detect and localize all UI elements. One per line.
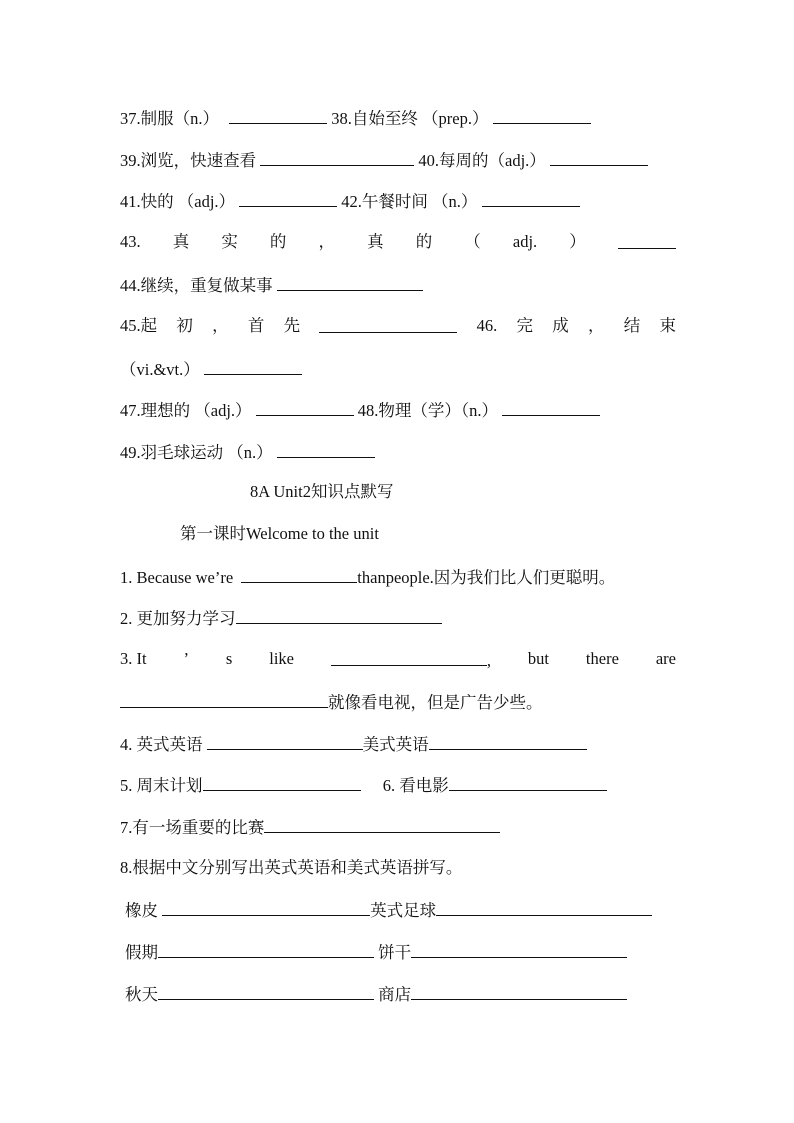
item-43-token: 真 xyxy=(367,232,384,251)
item-40-label: 40.每周的（adj.） xyxy=(418,151,546,170)
question-3-token: like xyxy=(269,649,294,668)
answer-blank-48[interactable] xyxy=(502,398,600,416)
question-3-token: there xyxy=(585,649,619,668)
question-1-text-a: 1. Because we’re xyxy=(120,568,234,587)
item-43-token: 实 xyxy=(221,232,238,251)
item-43-token: adj. xyxy=(512,232,538,251)
word-label: 英式足球 xyxy=(370,901,437,920)
item-43-token: ， xyxy=(318,232,335,251)
item-42-label: 42.午餐时间 （n.） xyxy=(341,192,478,211)
item-row-41-42 xyxy=(120,189,580,213)
question-3 xyxy=(120,648,676,672)
question-3-token: are xyxy=(655,649,676,668)
answer-blank-45[interactable] xyxy=(319,315,457,333)
question-6-text: 6. 看电影 xyxy=(382,776,449,795)
word-label: 秋天 xyxy=(125,985,158,1004)
lesson-title: 第一课时Welcome to the unit xyxy=(180,524,379,543)
item-44-label: 44.继续，重复做某事 xyxy=(120,276,273,295)
answer-blank-q4a[interactable] xyxy=(207,732,363,750)
question-1 xyxy=(120,565,615,589)
answer-blank-q4b[interactable] xyxy=(429,732,587,750)
answer-blank-q8-6[interactable] xyxy=(411,982,627,1000)
answer-blank-q2[interactable] xyxy=(236,606,442,624)
section-title: 8A Unit2知识点默写 xyxy=(250,482,394,501)
item-48-label: 48.物理（学）（n.） xyxy=(357,401,499,420)
question-8-row-2 xyxy=(125,940,627,964)
question-3-token: 3. It xyxy=(120,649,147,668)
item-row-43 xyxy=(120,231,676,253)
answer-blank-q3a[interactable] xyxy=(331,648,487,666)
answer-blank-41[interactable] xyxy=(239,189,337,207)
question-2 xyxy=(120,606,442,630)
item-46-token: 完 xyxy=(516,316,533,335)
answer-blank-q8-5[interactable] xyxy=(158,982,374,1000)
answer-blank-47[interactable] xyxy=(256,398,354,416)
answer-blank-49[interactable] xyxy=(277,440,375,458)
answer-blank-44[interactable] xyxy=(277,273,423,291)
question-8 xyxy=(120,857,462,879)
item-37-label: 37.制服（n.） xyxy=(120,109,219,128)
answer-blank-46[interactable] xyxy=(204,357,302,375)
item-38-label: 38.自始至终 （prep.） xyxy=(331,109,489,128)
answer-blank-q8-2[interactable] xyxy=(436,898,652,916)
word-label: 饼干 xyxy=(378,943,412,962)
answer-blank-q7[interactable] xyxy=(264,815,500,833)
item-43-token: （ xyxy=(464,232,481,251)
item-46-token: ， xyxy=(588,316,605,335)
item-41-label: 41.快的 （adj.） xyxy=(120,192,236,211)
item-45-token: 初 xyxy=(176,316,193,335)
question-4 xyxy=(120,732,587,756)
answer-blank-q8-3[interactable] xyxy=(158,940,374,958)
item-row-37-38 xyxy=(120,106,591,130)
item-46-token: 46. xyxy=(476,316,498,335)
answer-blank-q8-1[interactable] xyxy=(162,898,370,916)
item-43-token: 43. xyxy=(120,232,141,251)
question-3-token: , xyxy=(486,651,492,670)
question-7-text: 7.有一场重要的比赛 xyxy=(120,818,265,837)
answer-blank-37[interactable] xyxy=(229,106,327,124)
answer-blank-39[interactable] xyxy=(260,148,414,166)
answer-blank-40[interactable] xyxy=(550,148,648,166)
item-47-label: 47.理想的 （adj.） xyxy=(120,401,252,420)
answer-blank-q3b[interactable] xyxy=(120,690,328,708)
question-7 xyxy=(120,815,500,839)
item-46-token: 成 xyxy=(552,316,569,335)
item-43-token: 的 xyxy=(415,232,433,251)
answer-blank-q6[interactable] xyxy=(449,773,607,791)
item-45-token: 45.起 xyxy=(120,316,158,335)
question-4-text-a: 4. 英式英语 xyxy=(120,735,203,754)
item-row-46-cont xyxy=(120,357,302,381)
answer-blank-q8-4[interactable] xyxy=(411,940,627,958)
item-45-token: 首 xyxy=(247,316,265,335)
item-45-token: ， xyxy=(212,316,229,335)
question-3-cont xyxy=(120,690,543,714)
item-49-label: 49.羽毛球运动 （n.） xyxy=(120,443,273,462)
question-3-token: but xyxy=(527,649,550,668)
answer-blank-38[interactable] xyxy=(493,106,591,124)
question-5-6 xyxy=(120,773,607,797)
question-2-text: 2. 更加努力学习 xyxy=(120,609,236,628)
item-43-token: 真 xyxy=(172,232,190,251)
answer-blank-q1[interactable] xyxy=(241,565,357,583)
item-row-49 xyxy=(120,440,375,464)
item-row-45-46 xyxy=(120,315,676,337)
word-label: 橡皮 xyxy=(125,901,158,920)
question-4-text-b: 美式英语 xyxy=(362,735,429,754)
word-label: 假期 xyxy=(125,943,158,962)
item-45-token: 先 xyxy=(283,316,301,335)
question-3-token: ’ xyxy=(183,649,189,668)
question-1-text-b: thanpeople.因为我们比人们更聪明。 xyxy=(357,568,616,587)
question-8-row-1 xyxy=(125,898,652,922)
item-row-39-40 xyxy=(120,148,648,172)
answer-blank-42[interactable] xyxy=(482,189,580,207)
word-label: 商店 xyxy=(378,985,412,1004)
item-46-token: 结 xyxy=(623,316,641,335)
item-46-token: 束 xyxy=(659,316,676,335)
item-43-token: 的 xyxy=(269,232,287,251)
question-8-text: 8.根据中文分别写出英式英语和美式英语拼写。 xyxy=(120,858,463,877)
item-39-label: 39.浏览，快速查看 xyxy=(120,151,257,170)
question-5-text: 5. 周末计划 xyxy=(120,776,203,795)
answer-blank-43[interactable] xyxy=(618,231,676,249)
item-row-44 xyxy=(120,273,423,297)
item-43-token: ） xyxy=(569,232,586,251)
question-8-row-3 xyxy=(125,982,627,1006)
item-row-47-48 xyxy=(120,398,600,422)
answer-blank-q5[interactable] xyxy=(203,773,361,791)
question-3-token: s xyxy=(225,649,233,668)
item-46-pos-label: （vi.&vt.） xyxy=(120,360,200,379)
question-3-translation: 就像看电视，但是广告少些。 xyxy=(328,693,543,712)
